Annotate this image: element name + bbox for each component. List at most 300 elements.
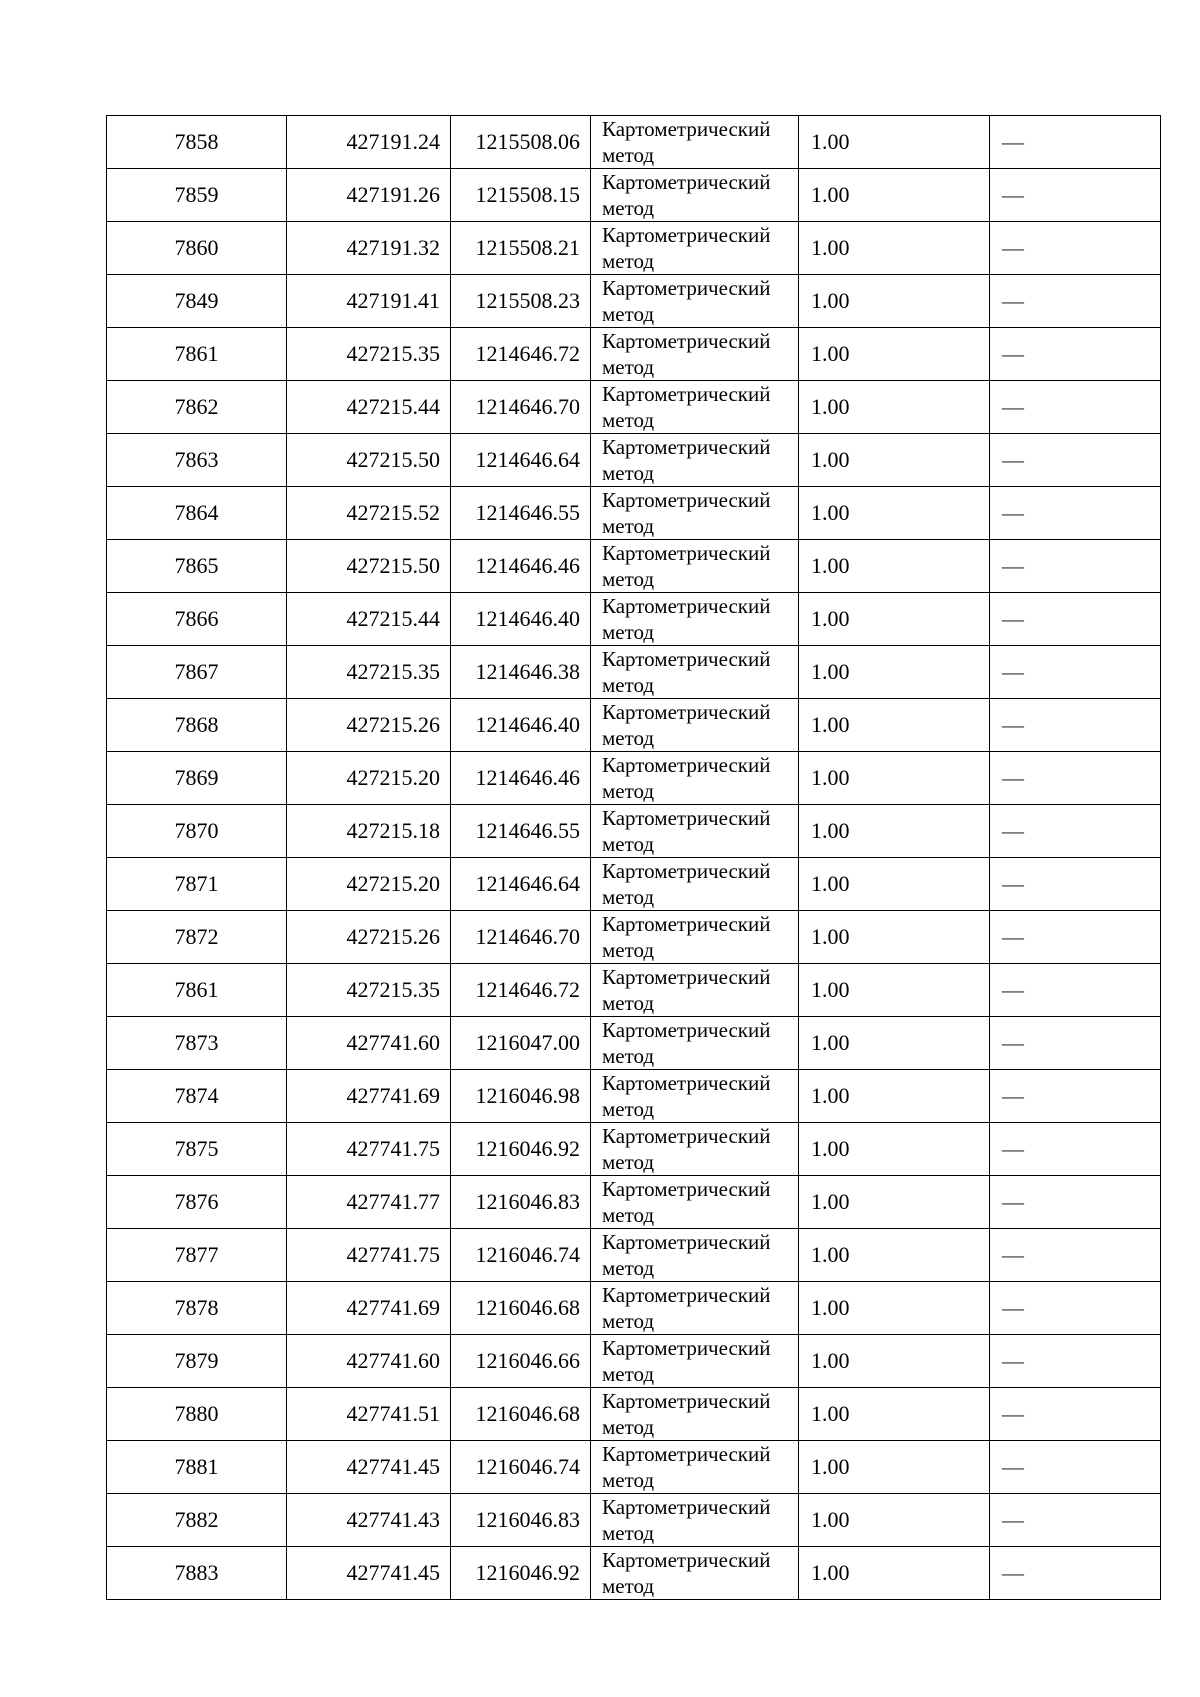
method-cell: [591, 487, 799, 540]
x-coordinate-cell: [287, 1017, 451, 1070]
x-coordinate-cell: [287, 1229, 451, 1282]
point-number: 7866: [174, 606, 219, 631]
coordinates-table: [106, 115, 1161, 1600]
method-line-2: метод: [602, 620, 655, 644]
table-row: [107, 1494, 1161, 1547]
method-cell: [591, 434, 799, 487]
point-number: 7878: [174, 1295, 219, 1320]
point-number-cell: [107, 858, 287, 911]
description-dash: —: [1002, 1083, 1024, 1108]
x-coordinate-cell: [287, 1388, 451, 1441]
method-cell: [591, 805, 799, 858]
x-coordinate: 427215.20: [346, 765, 440, 790]
x-coordinate: 427741.69: [346, 1295, 440, 1320]
accuracy-value: 1.00: [811, 553, 850, 578]
point-number-cell: [107, 434, 287, 487]
description-dash: —: [1002, 977, 1024, 1002]
method-line-1: Картометрический: [602, 965, 771, 989]
point-number-cell: [107, 1176, 287, 1229]
y-coordinate-cell: [451, 116, 591, 169]
table-row: [107, 169, 1161, 222]
point-number: 7862: [174, 394, 219, 419]
method-cell: [591, 1176, 799, 1229]
table-row: [107, 1123, 1161, 1176]
description-dash: —: [1002, 1136, 1024, 1161]
table-row: [107, 964, 1161, 1017]
point-number: 7882: [174, 1507, 219, 1532]
accuracy-cell: [799, 169, 990, 222]
method-cell: [591, 540, 799, 593]
y-coordinate-cell: [451, 1547, 591, 1600]
point-number-cell: [107, 1494, 287, 1547]
y-coordinate-cell: [451, 1017, 591, 1070]
method-cell: [591, 1441, 799, 1494]
description-dash: —: [1002, 1401, 1024, 1426]
accuracy-cell: [799, 1388, 990, 1441]
x-coordinate-cell: [287, 434, 451, 487]
method-line-2: метод: [602, 779, 655, 803]
x-coordinate: 427741.60: [346, 1348, 440, 1373]
accuracy-value: 1.00: [811, 1454, 850, 1479]
description-cell: [990, 116, 1161, 169]
y-coordinate: 1216046.74: [475, 1242, 580, 1267]
x-coordinate-cell: [287, 805, 451, 858]
x-coordinate: 427215.50: [346, 553, 440, 578]
y-coordinate-cell: [451, 487, 591, 540]
method-cell: [591, 1335, 799, 1388]
method-line-1: Картометрический: [602, 647, 771, 671]
accuracy-cell: [799, 1282, 990, 1335]
accuracy-cell: [799, 1494, 990, 1547]
x-coordinate-cell: [287, 381, 451, 434]
description-dash: —: [1002, 1242, 1024, 1267]
accuracy-value: 1.00: [811, 924, 850, 949]
point-number-cell: [107, 116, 287, 169]
y-coordinate-cell: [451, 1070, 591, 1123]
x-coordinate-cell: [287, 1547, 451, 1600]
point-number-cell: [107, 752, 287, 805]
method-line-1: Картометрический: [602, 1442, 771, 1466]
point-number: 7871: [174, 871, 219, 896]
accuracy-cell: [799, 1070, 990, 1123]
accuracy-value: 1.00: [811, 129, 850, 154]
accuracy-cell: [799, 858, 990, 911]
table-row: [107, 646, 1161, 699]
x-coordinate: 427741.75: [346, 1136, 440, 1161]
method-line-1: Картометрический: [602, 1495, 771, 1519]
x-coordinate: 427741.45: [346, 1454, 440, 1479]
accuracy-value: 1.00: [811, 765, 850, 790]
point-number: 7870: [174, 818, 219, 843]
y-coordinate: 1214646.70: [475, 394, 580, 419]
method-line-1: Картометрический: [602, 1230, 771, 1254]
y-coordinate: 1215508.15: [475, 182, 580, 207]
description-dash: —: [1002, 500, 1024, 525]
x-coordinate-cell: [287, 1335, 451, 1388]
accuracy-value: 1.00: [811, 182, 850, 207]
accuracy-value: 1.00: [811, 659, 850, 684]
x-coordinate: 427215.35: [346, 659, 440, 684]
x-coordinate-cell: [287, 275, 451, 328]
accuracy-cell: [799, 1123, 990, 1176]
accuracy-value: 1.00: [811, 977, 850, 1002]
table-row: [107, 275, 1161, 328]
point-number-cell: [107, 222, 287, 275]
table-row: [107, 1017, 1161, 1070]
method-line-1: Картометрический: [602, 329, 771, 353]
method-line-2: метод: [602, 567, 655, 591]
x-coordinate: 427215.44: [346, 606, 440, 631]
accuracy-value: 1.00: [811, 1030, 850, 1055]
y-coordinate: 1214646.55: [475, 500, 580, 525]
point-number-cell: [107, 593, 287, 646]
y-coordinate: 1215508.06: [475, 129, 580, 154]
method-cell: [591, 222, 799, 275]
y-coordinate-cell: [451, 275, 591, 328]
method-line-1: Картометрический: [602, 594, 771, 618]
point-number-cell: [107, 540, 287, 593]
description-dash: —: [1002, 235, 1024, 260]
accuracy-cell: [799, 593, 990, 646]
point-number: 7860: [174, 235, 219, 260]
y-coordinate: 1214646.40: [475, 712, 580, 737]
description-cell: [990, 434, 1161, 487]
description-cell: [990, 858, 1161, 911]
table-row: [107, 116, 1161, 169]
accuracy-cell: [799, 434, 990, 487]
x-coordinate-cell: [287, 540, 451, 593]
method-line-2: метод: [602, 249, 655, 273]
accuracy-cell: [799, 699, 990, 752]
x-coordinate-cell: [287, 328, 451, 381]
description-dash: —: [1002, 129, 1024, 154]
table-row: [107, 487, 1161, 540]
y-coordinate-cell: [451, 169, 591, 222]
point-number: 7869: [174, 765, 219, 790]
accuracy-value: 1.00: [811, 1083, 850, 1108]
x-coordinate-cell: [287, 964, 451, 1017]
description-dash: —: [1002, 659, 1024, 684]
point-number: 7872: [174, 924, 219, 949]
method-line-2: метод: [602, 302, 655, 326]
method-line-1: Картометрический: [602, 276, 771, 300]
accuracy-cell: [799, 805, 990, 858]
method-cell: [591, 699, 799, 752]
accuracy-value: 1.00: [811, 1242, 850, 1267]
x-coordinate: 427191.26: [346, 182, 440, 207]
y-coordinate-cell: [451, 222, 591, 275]
description-dash: —: [1002, 1030, 1024, 1055]
point-number: 7876: [174, 1189, 219, 1214]
description-dash: —: [1002, 1454, 1024, 1479]
description-dash: —: [1002, 871, 1024, 896]
point-number: 7880: [174, 1401, 219, 1426]
method-line-2: метод: [602, 885, 655, 909]
point-number-cell: [107, 911, 287, 964]
x-coordinate-cell: [287, 752, 451, 805]
table-row: [107, 1388, 1161, 1441]
x-coordinate-cell: [287, 593, 451, 646]
description-cell: [990, 1176, 1161, 1229]
point-number: 7861: [174, 977, 219, 1002]
description-cell: [990, 1335, 1161, 1388]
accuracy-value: 1.00: [811, 447, 850, 472]
method-cell: [591, 169, 799, 222]
y-coordinate-cell: [451, 699, 591, 752]
method-line-1: Картометрический: [602, 912, 771, 936]
description-cell: [990, 222, 1161, 275]
method-line-1: Картометрический: [602, 541, 771, 565]
method-cell: [591, 1229, 799, 1282]
method-line-1: Картометрический: [602, 170, 771, 194]
method-cell: [591, 328, 799, 381]
description-dash: —: [1002, 765, 1024, 790]
description-dash: —: [1002, 1560, 1024, 1585]
accuracy-value: 1.00: [811, 394, 850, 419]
description-cell: [990, 911, 1161, 964]
y-coordinate-cell: [451, 1388, 591, 1441]
description-cell: [990, 1282, 1161, 1335]
x-coordinate: 427741.51: [346, 1401, 440, 1426]
method-line-1: Картометрический: [602, 753, 771, 777]
x-coordinate-cell: [287, 911, 451, 964]
x-coordinate: 427741.75: [346, 1242, 440, 1267]
y-coordinate-cell: [451, 593, 591, 646]
point-number-cell: [107, 1229, 287, 1282]
y-coordinate-cell: [451, 1282, 591, 1335]
y-coordinate-cell: [451, 858, 591, 911]
y-coordinate: 1216046.74: [475, 1454, 580, 1479]
method-line-1: Картометрический: [602, 1283, 771, 1307]
method-line-2: метод: [602, 726, 655, 750]
y-coordinate: 1214646.72: [475, 341, 580, 366]
method-line-2: метод: [602, 673, 655, 697]
description-dash: —: [1002, 712, 1024, 737]
accuracy-cell: [799, 911, 990, 964]
point-number: 7875: [174, 1136, 219, 1161]
method-line-1: Картометрический: [602, 488, 771, 512]
description-cell: [990, 275, 1161, 328]
x-coordinate: 427741.45: [346, 1560, 440, 1585]
accuracy-value: 1.00: [811, 235, 850, 260]
method-line-1: Картометрический: [602, 382, 771, 406]
method-cell: [591, 1388, 799, 1441]
y-coordinate-cell: [451, 964, 591, 1017]
x-coordinate: 427741.60: [346, 1030, 440, 1055]
accuracy-cell: [799, 487, 990, 540]
x-coordinate: 427741.77: [346, 1189, 440, 1214]
accuracy-value: 1.00: [811, 1560, 850, 1585]
y-coordinate-cell: [451, 1494, 591, 1547]
method-line-1: Картометрический: [602, 1336, 771, 1360]
accuracy-cell: [799, 275, 990, 328]
y-coordinate-cell: [451, 752, 591, 805]
method-line-2: метод: [602, 1415, 655, 1439]
y-coordinate-cell: [451, 1441, 591, 1494]
description-cell: [990, 540, 1161, 593]
table-row: [107, 593, 1161, 646]
point-number: 7873: [174, 1030, 219, 1055]
description-cell: [990, 1388, 1161, 1441]
method-line-1: Картометрический: [602, 859, 771, 883]
x-coordinate: 427215.26: [346, 712, 440, 737]
description-dash: —: [1002, 447, 1024, 472]
table-row: [107, 858, 1161, 911]
description-cell: [990, 381, 1161, 434]
y-coordinate: 1214646.70: [475, 924, 580, 949]
y-coordinate: 1216046.68: [475, 1295, 580, 1320]
y-coordinate: 1214646.38: [475, 659, 580, 684]
method-cell: [591, 752, 799, 805]
table-row: [107, 540, 1161, 593]
accuracy-cell: [799, 1335, 990, 1388]
y-coordinate-cell: [451, 1176, 591, 1229]
method-line-2: метод: [602, 1362, 655, 1386]
description-cell: [990, 699, 1161, 752]
x-coordinate: 427191.41: [346, 288, 440, 313]
x-coordinate-cell: [287, 1070, 451, 1123]
accuracy-cell: [799, 1441, 990, 1494]
point-number-cell: [107, 275, 287, 328]
y-coordinate-cell: [451, 911, 591, 964]
point-number-cell: [107, 1017, 287, 1070]
x-coordinate: 427215.50: [346, 447, 440, 472]
x-coordinate-cell: [287, 646, 451, 699]
description-cell: [990, 646, 1161, 699]
point-number: 7879: [174, 1348, 219, 1373]
accuracy-cell: [799, 540, 990, 593]
point-number: 7859: [174, 182, 219, 207]
method-cell: [591, 1547, 799, 1600]
table-row: [107, 1176, 1161, 1229]
description-dash: —: [1002, 818, 1024, 843]
y-coordinate: 1214646.46: [475, 553, 580, 578]
table-row: [107, 805, 1161, 858]
description-dash: —: [1002, 924, 1024, 949]
x-coordinate: 427215.35: [346, 341, 440, 366]
description-cell: [990, 487, 1161, 540]
method-cell: [591, 858, 799, 911]
method-cell: [591, 275, 799, 328]
method-line-1: Картометрический: [602, 1071, 771, 1095]
x-coordinate: 427191.32: [346, 235, 440, 260]
x-coordinate: 427191.24: [346, 129, 440, 154]
method-line-2: метод: [602, 1574, 655, 1598]
accuracy-cell: [799, 1176, 990, 1229]
method-cell: [591, 1494, 799, 1547]
method-line-2: метод: [602, 832, 655, 856]
point-number-cell: [107, 1547, 287, 1600]
accuracy-cell: [799, 381, 990, 434]
y-coordinate-cell: [451, 381, 591, 434]
accuracy-value: 1.00: [811, 871, 850, 896]
method-line-2: метод: [602, 408, 655, 432]
y-coordinate-cell: [451, 1229, 591, 1282]
accuracy-value: 1.00: [811, 288, 850, 313]
description-cell: [990, 1070, 1161, 1123]
description-cell: [990, 328, 1161, 381]
y-coordinate-cell: [451, 1335, 591, 1388]
point-number-cell: [107, 169, 287, 222]
accuracy-cell: [799, 752, 990, 805]
description-cell: [990, 1547, 1161, 1600]
table-row: [107, 1547, 1161, 1600]
description-cell: [990, 1229, 1161, 1282]
method-line-1: Картометрический: [602, 223, 771, 247]
accuracy-value: 1.00: [811, 1136, 850, 1161]
method-line-1: Картометрический: [602, 1389, 771, 1413]
point-number-cell: [107, 328, 287, 381]
x-coordinate-cell: [287, 116, 451, 169]
y-coordinate-cell: [451, 646, 591, 699]
method-line-2: метод: [602, 1203, 655, 1227]
point-number-cell: [107, 487, 287, 540]
table-row: [107, 328, 1161, 381]
method-line-2: метод: [602, 1150, 655, 1174]
description-cell: [990, 1441, 1161, 1494]
point-number: 7858: [174, 129, 219, 154]
method-line-1: Картометрический: [602, 806, 771, 830]
table-row: [107, 1229, 1161, 1282]
method-line-2: метод: [602, 196, 655, 220]
x-coordinate: 427215.44: [346, 394, 440, 419]
y-coordinate: 1214646.40: [475, 606, 580, 631]
description-cell: [990, 593, 1161, 646]
method-line-2: метод: [602, 938, 655, 962]
description-cell: [990, 805, 1161, 858]
description-dash: —: [1002, 182, 1024, 207]
method-cell: [591, 1123, 799, 1176]
table-row: [107, 222, 1161, 275]
accuracy-value: 1.00: [811, 341, 850, 366]
method-cell: [591, 646, 799, 699]
point-number-cell: [107, 1123, 287, 1176]
point-number-cell: [107, 1441, 287, 1494]
method-line-2: метод: [602, 143, 655, 167]
table-row: [107, 752, 1161, 805]
method-cell: [591, 1017, 799, 1070]
point-number: 7883: [174, 1560, 219, 1585]
accuracy-cell: [799, 1547, 990, 1600]
x-coordinate-cell: [287, 487, 451, 540]
accuracy-cell: [799, 1229, 990, 1282]
description-dash: —: [1002, 394, 1024, 419]
y-coordinate: 1214646.46: [475, 765, 580, 790]
point-number-cell: [107, 646, 287, 699]
x-coordinate-cell: [287, 1123, 451, 1176]
method-line-2: метод: [602, 1044, 655, 1068]
point-number: 7865: [174, 553, 219, 578]
accuracy-cell: [799, 964, 990, 1017]
y-coordinate: 1214646.64: [475, 871, 580, 896]
y-coordinate: 1216046.68: [475, 1401, 580, 1426]
x-coordinate-cell: [287, 1441, 451, 1494]
description-dash: —: [1002, 341, 1024, 366]
y-coordinate: 1216046.66: [475, 1348, 580, 1373]
method-line-1: Картометрический: [602, 1124, 771, 1148]
method-line-2: метод: [602, 1256, 655, 1280]
description-dash: —: [1002, 1189, 1024, 1214]
table-row: [107, 1070, 1161, 1123]
point-number-cell: [107, 964, 287, 1017]
y-coordinate: 1216046.83: [475, 1189, 580, 1214]
point-number: 7877: [174, 1242, 219, 1267]
point-number: 7864: [174, 500, 219, 525]
y-coordinate: 1216046.92: [475, 1560, 580, 1585]
description-cell: [990, 752, 1161, 805]
point-number: 7849: [174, 288, 219, 313]
x-coordinate: 427215.20: [346, 871, 440, 896]
